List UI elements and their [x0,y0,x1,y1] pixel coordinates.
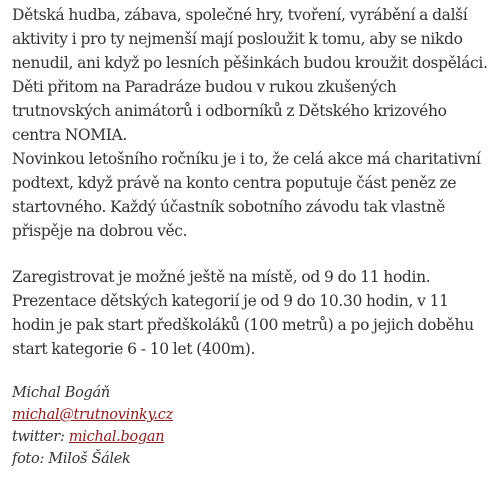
article-paragraph-2: Novinkou letošního ročníku je i to, že celá akce má charitativní podtext, když právě na konto centra poputuje část peněz ze startovného. Každý účastník sobotního závodu tak vlastně přispěje na dobrou věc. [12,150,481,240]
article-paragraph-3: Zaregistrovat je možné ještě na místě, od 9 do 11 hodin. Prezentace dětských kategorií je od 9 do 10.30 hodin, v 11 hodin je pak start předškoláků (100 metrů) a po jejich doběhu start kategorie 6 - 10 let (400m). [12,268,474,358]
author-twitter-line [12,426,173,448]
author-email-line [12,404,173,426]
article-paragraph-1: Dětská hudba, zábava, společné hry, tvoření, vyrábění a další aktivity i pro ty nejmenší mají posloužit k tomu, aby se nikdo nenudil, ani když po lesních pěšinkách budou kroužit dospěláci. Děti přitom na Paradráze budou v rukou zkušených trutnovských animátorů i odborníků z Dětského krizového centra NOMIA. [12,6,488,144]
author-twitter-link[interactable]: michal.bogan [68,429,165,445]
twitter-label: twitter: [12,429,69,445]
photo-credit: foto: Miloš Šálek [12,451,131,467]
author-name: Michal Bogáň [12,385,110,401]
author-signature [12,382,173,470]
author-email-link[interactable]: michal@trutnovinky.cz [12,407,173,423]
